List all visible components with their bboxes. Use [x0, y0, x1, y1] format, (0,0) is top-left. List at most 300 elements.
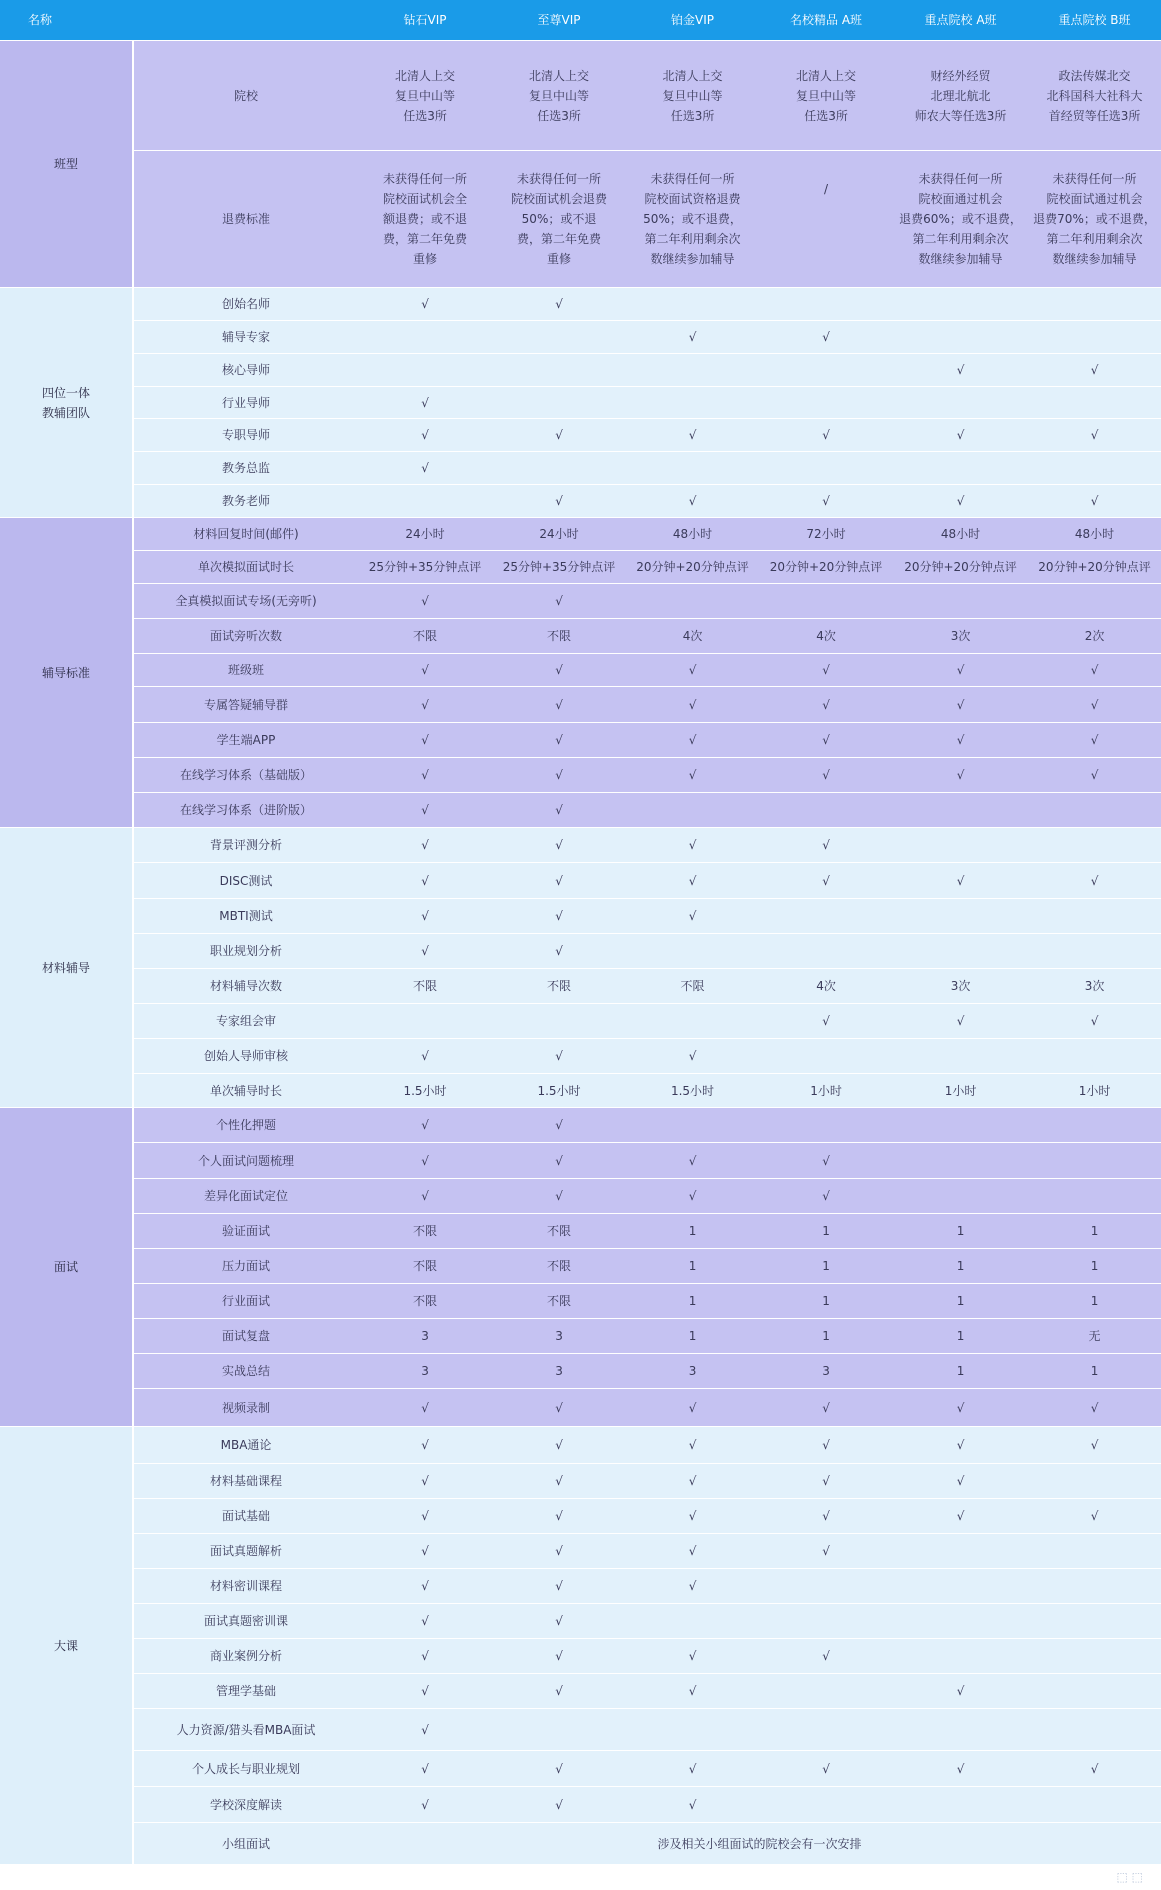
table-cell: √ [492, 899, 626, 934]
row-label: 个人成长与职业规划 [133, 1751, 358, 1787]
row-label: DISC测试 [133, 863, 358, 899]
table-cell: √ [492, 934, 626, 969]
table-cell [626, 1604, 759, 1639]
table-cell: √ [358, 387, 492, 419]
table-cell: √ [759, 485, 893, 518]
table-row [0, 1787, 1161, 1823]
table-cell [1028, 1534, 1161, 1569]
table-cell: 政法传媒北交 北科国科大社科大 首经贸等任选3所 [1028, 41, 1161, 151]
table-cell: 北清人上交 复旦中山等 任选3所 [626, 41, 759, 151]
table-cell: 不限 [358, 969, 492, 1004]
table-cell: √ [1028, 654, 1161, 687]
table-row [0, 1709, 1161, 1751]
table-cell: √ [358, 584, 492, 619]
table-cell: √ [1028, 1499, 1161, 1534]
table-cell [1028, 1787, 1161, 1823]
table-cell [893, 793, 1028, 828]
table-cell: √ [626, 1569, 759, 1604]
row-label: 管理学基础 [133, 1674, 358, 1709]
row-label: 行业面试 [133, 1284, 358, 1319]
table-cell: 1 [626, 1214, 759, 1249]
table-row [0, 1214, 1161, 1249]
row-label: 单次辅导时长 [133, 1074, 358, 1108]
table-cell: √ [492, 584, 626, 619]
table-cell [1028, 1464, 1161, 1499]
table-cell: 3 [358, 1354, 492, 1389]
table-cell: √ [893, 1751, 1028, 1787]
table-cell: 3次 [893, 619, 1028, 654]
table-cell [1028, 452, 1161, 485]
table-cell: √ [492, 1751, 626, 1787]
table-cell: √ [358, 1143, 492, 1179]
table-row [0, 619, 1161, 654]
table-cell: 48小时 [1028, 518, 1161, 551]
table-cell: 1小时 [893, 1074, 1028, 1108]
section-title: 材料辅导 [0, 828, 133, 1108]
table-cell [492, 1004, 626, 1039]
row-label: 材料密训课程 [133, 1569, 358, 1604]
table-row [0, 354, 1161, 387]
table-cell [893, 452, 1028, 485]
table-cell: √ [893, 687, 1028, 723]
table-row [0, 1354, 1161, 1389]
row-label: 教务总监 [133, 452, 358, 485]
table-row [0, 1534, 1161, 1569]
table-cell [626, 584, 759, 619]
table-cell: √ [893, 419, 1028, 452]
row-label: 核心导师 [133, 354, 358, 387]
table-row [0, 151, 1161, 288]
table-cell: √ [358, 1534, 492, 1569]
table-cell: √ [1028, 1389, 1161, 1427]
table-cell: √ [492, 1569, 626, 1604]
table-cell: 3次 [1028, 969, 1161, 1004]
header-name-label: 名称 [0, 0, 358, 41]
table-cell: 不限 [358, 1214, 492, 1249]
table-cell: √ [759, 1143, 893, 1179]
table-cell: 未获得任何一所 院校面试资格退费 50%；或不退费， 第二年利用剩余次 数继续参加辅导 [626, 151, 759, 288]
table-cell: √ [492, 1499, 626, 1534]
table-cell [358, 354, 492, 387]
table-cell: 不限 [358, 619, 492, 654]
table-cell: √ [358, 654, 492, 687]
table-cell: √ [492, 1427, 626, 1464]
table-cell: √ [492, 1787, 626, 1823]
table-cell: / [759, 151, 893, 288]
table-row [0, 1751, 1161, 1787]
table-cell: √ [492, 1674, 626, 1709]
table-cell: 1 [759, 1214, 893, 1249]
header-col-platinum-vip: 铂金VIP [626, 0, 759, 41]
table-cell [626, 1709, 759, 1751]
table-cell: √ [893, 1499, 1028, 1534]
header-col-diamond-vip: 钻石VIP [358, 0, 492, 41]
table-cell: √ [358, 1569, 492, 1604]
table-cell: √ [626, 654, 759, 687]
row-label: 材料基础课程 [133, 1464, 358, 1499]
row-label: 职业规划分析 [133, 934, 358, 969]
table-cell: 24小时 [492, 518, 626, 551]
table-row [0, 41, 1161, 151]
table-cell: √ [759, 723, 893, 758]
table-cell: 3 [626, 1354, 759, 1389]
table-cell: √ [626, 828, 759, 863]
table-cell [759, 354, 893, 387]
row-label: 面试旁听次数 [133, 619, 358, 654]
table-cell: √ [492, 1389, 626, 1427]
row-label: 全真模拟面试专场(无旁听) [133, 584, 358, 619]
header-col-elite-a: 名校精品 A班 [759, 0, 893, 41]
row-label: 人力资源/猎头看MBA面试 [133, 1709, 358, 1751]
row-label: 压力面试 [133, 1249, 358, 1284]
table-cell: 1 [893, 1319, 1028, 1354]
table-cell: √ [492, 793, 626, 828]
table-cell: 不限 [358, 1284, 492, 1319]
table-cell [893, 1569, 1028, 1604]
table-cell: 24小时 [358, 518, 492, 551]
table-row [0, 934, 1161, 969]
table-cell [1028, 1709, 1161, 1751]
table-cell: √ [626, 1464, 759, 1499]
table-cell: √ [759, 321, 893, 354]
table-cell: √ [626, 1143, 759, 1179]
row-label: 材料辅导次数 [133, 969, 358, 1004]
table-cell: √ [626, 1787, 759, 1823]
table-cell [759, 934, 893, 969]
table-cell [626, 354, 759, 387]
table-cell: 1 [626, 1249, 759, 1284]
table-cell: √ [893, 723, 1028, 758]
table-cell: √ [893, 758, 1028, 793]
table-row [0, 551, 1161, 584]
table-cell [1028, 1108, 1161, 1143]
table-cell: √ [626, 863, 759, 899]
table-cell [759, 1108, 893, 1143]
table-cell: 1 [893, 1354, 1028, 1389]
table-cell: √ [626, 1427, 759, 1464]
table-row [0, 485, 1161, 518]
table-cell: √ [893, 863, 1028, 899]
table-cell: √ [1028, 687, 1161, 723]
row-label: 在线学习体系（进阶版） [133, 793, 358, 828]
table-row [0, 1039, 1161, 1074]
table-cell: 未获得任何一所 院校面通过机会 退费60%；或不退费， 第二年利用剩余次 数继续参加辅导 [893, 151, 1028, 288]
table-cell: 1 [893, 1284, 1028, 1319]
span-note-cell: 涉及相关小组面试的院校会有一次安排 [358, 1823, 1161, 1865]
table-cell: √ [1028, 419, 1161, 452]
table-cell [893, 288, 1028, 321]
table-cell: 25分钟+35分钟点评 [358, 551, 492, 584]
table-row [0, 969, 1161, 1004]
table-cell: √ [759, 1464, 893, 1499]
table-cell: √ [893, 485, 1028, 518]
table-cell: √ [626, 1039, 759, 1074]
table-cell: 未获得任何一所 院校面试通过机会 退费70%；或不退费， 第二年利用剩余次 数继续参加辅导 [1028, 151, 1161, 288]
table-cell: √ [759, 1499, 893, 1534]
table-cell [893, 1534, 1028, 1569]
row-label: 教务老师 [133, 485, 358, 518]
row-label: 学生端APP [133, 723, 358, 758]
table-cell: √ [492, 288, 626, 321]
table-cell: 1 [893, 1249, 1028, 1284]
table-cell [492, 387, 626, 419]
table-row [0, 1464, 1161, 1499]
table-row [0, 1319, 1161, 1354]
row-label: 材料回复时间(邮件) [133, 518, 358, 551]
table-row [0, 1674, 1161, 1709]
table-cell: √ [893, 1464, 1028, 1499]
watermark: ⬚ ⬚ [1116, 1870, 1143, 1884]
row-label: 创始人导师审核 [133, 1039, 358, 1074]
table-cell: √ [492, 863, 626, 899]
table-cell [1028, 1674, 1161, 1709]
table-cell: √ [358, 899, 492, 934]
table-cell [893, 1709, 1028, 1751]
row-label: 个人面试问题梳理 [133, 1143, 358, 1179]
table-cell: √ [626, 1534, 759, 1569]
table-row [0, 1823, 1161, 1865]
table-cell: √ [1028, 1004, 1161, 1039]
table-cell: 北清人上交 复旦中山等 任选3所 [759, 41, 893, 151]
table-cell [626, 934, 759, 969]
table-row [0, 793, 1161, 828]
table-cell: √ [358, 1039, 492, 1074]
table-cell [1028, 288, 1161, 321]
table-cell: √ [893, 354, 1028, 387]
table-cell [626, 288, 759, 321]
table-cell [759, 288, 893, 321]
table-cell [492, 1709, 626, 1751]
row-label: 专属答疑辅导群 [133, 687, 358, 723]
header-col-key-b: 重点院校 B班 [1028, 0, 1161, 41]
table-cell [358, 485, 492, 518]
table-cell: √ [358, 1108, 492, 1143]
table-cell [626, 1108, 759, 1143]
row-label: 学校深度解读 [133, 1787, 358, 1823]
table-cell: √ [358, 828, 492, 863]
row-label: 面试基础 [133, 1499, 358, 1534]
row-label: 验证面试 [133, 1214, 358, 1249]
table-cell: 不限 [358, 1249, 492, 1284]
table-row [0, 584, 1161, 619]
table-cell [759, 899, 893, 934]
table-cell [1028, 1143, 1161, 1179]
table-cell: √ [626, 419, 759, 452]
table-cell: 1 [626, 1284, 759, 1319]
table-cell: √ [358, 419, 492, 452]
table-cell [1028, 1639, 1161, 1674]
table-row [0, 654, 1161, 687]
table-cell: 2次 [1028, 619, 1161, 654]
table-cell [358, 1004, 492, 1039]
table-body [0, 41, 1161, 1865]
table-row [0, 1249, 1161, 1284]
table-cell: √ [358, 452, 492, 485]
table-cell: 20分钟+20分钟点评 [759, 551, 893, 584]
table-cell: 1.5小时 [626, 1074, 759, 1108]
table-cell: √ [626, 899, 759, 934]
table-cell: √ [358, 1389, 492, 1427]
row-label: 辅导专家 [133, 321, 358, 354]
row-label: 视频录制 [133, 1389, 358, 1427]
table-cell [492, 321, 626, 354]
table-cell: 20分钟+20分钟点评 [893, 551, 1028, 584]
table-cell: √ [358, 1499, 492, 1534]
row-label: 背景评测分析 [133, 828, 358, 863]
table-cell [1028, 828, 1161, 863]
table-cell: √ [358, 934, 492, 969]
table-cell [893, 1639, 1028, 1674]
table-row [0, 419, 1161, 452]
table-cell [893, 934, 1028, 969]
table-cell: √ [492, 1039, 626, 1074]
table-cell: 3 [492, 1354, 626, 1389]
table-cell: √ [626, 1639, 759, 1674]
table-row [0, 687, 1161, 723]
row-label: 小组面试 [133, 1823, 358, 1865]
table-row [0, 288, 1161, 321]
table-cell: 1 [759, 1249, 893, 1284]
table-cell [1028, 899, 1161, 934]
table-cell: √ [492, 1179, 626, 1214]
row-label: 退费标准 [133, 151, 358, 288]
row-label: 面试复盘 [133, 1319, 358, 1354]
table-cell: √ [492, 1534, 626, 1569]
table-row [0, 723, 1161, 758]
table-cell: √ [759, 863, 893, 899]
table-cell: 未获得任何一所 院校面试机会全 额退费；或不退 费，第二年免费 重修 [358, 151, 492, 288]
table-cell: 20分钟+20分钟点评 [626, 551, 759, 584]
table-cell: √ [759, 1004, 893, 1039]
table-cell: 4次 [626, 619, 759, 654]
table-row [0, 1108, 1161, 1143]
table-cell: 不限 [492, 1249, 626, 1284]
table-cell: 不限 [492, 1284, 626, 1319]
table-cell: √ [759, 687, 893, 723]
table-cell: √ [492, 828, 626, 863]
table-cell: 20分钟+20分钟点评 [1028, 551, 1161, 584]
table-cell: √ [759, 1389, 893, 1427]
table-cell [1028, 1039, 1161, 1074]
table-cell [1028, 934, 1161, 969]
table-cell [626, 452, 759, 485]
table-cell [759, 1674, 893, 1709]
table-cell: √ [759, 1534, 893, 1569]
table-cell: 3 [759, 1354, 893, 1389]
table-row [0, 1389, 1161, 1427]
table-cell [1028, 321, 1161, 354]
table-cell: 未获得任何一所 院校面试机会退费 50%；或不退 费，第二年免费 重修 [492, 151, 626, 288]
table-cell [1028, 387, 1161, 419]
table-row [0, 1569, 1161, 1604]
table-row [0, 321, 1161, 354]
table-row [0, 452, 1161, 485]
table-cell [492, 354, 626, 387]
table-cell [1028, 1604, 1161, 1639]
table-cell: √ [759, 1751, 893, 1787]
table-cell: 不限 [492, 619, 626, 654]
table-row [0, 1427, 1161, 1464]
table-cell: √ [1028, 863, 1161, 899]
table-cell: √ [492, 758, 626, 793]
table-cell [1028, 584, 1161, 619]
table-cell [759, 1709, 893, 1751]
table-cell [893, 899, 1028, 934]
table-cell: 1 [1028, 1214, 1161, 1249]
table-cell: √ [492, 1639, 626, 1674]
table-cell: √ [893, 1389, 1028, 1427]
table-row [0, 1284, 1161, 1319]
table-row [0, 1143, 1161, 1179]
table-cell: √ [358, 687, 492, 723]
table-cell: 无 [1028, 1319, 1161, 1354]
table-cell [358, 321, 492, 354]
table-cell: 1小时 [759, 1074, 893, 1108]
header-row [0, 0, 1161, 41]
row-label: 个性化押题 [133, 1108, 358, 1143]
table-row [0, 1004, 1161, 1039]
table-cell: √ [626, 687, 759, 723]
table-cell: √ [626, 321, 759, 354]
table-cell: √ [759, 1639, 893, 1674]
table-cell: √ [358, 1639, 492, 1674]
table-cell [1028, 1179, 1161, 1214]
table-cell: 1 [893, 1214, 1028, 1249]
table-row [0, 1604, 1161, 1639]
table-cell: 北清人上交 复旦中山等 任选3所 [492, 41, 626, 151]
table-cell: 3 [492, 1319, 626, 1354]
table-cell: √ [492, 723, 626, 758]
table-cell: √ [1028, 1751, 1161, 1787]
table-cell: √ [626, 1674, 759, 1709]
table-cell: √ [759, 419, 893, 452]
table-cell: √ [1028, 354, 1161, 387]
table-cell: √ [626, 723, 759, 758]
table-cell: 1 [1028, 1249, 1161, 1284]
row-label: 行业导师 [133, 387, 358, 419]
table-cell: √ [626, 485, 759, 518]
row-label: 专职导师 [133, 419, 358, 452]
table-cell [893, 1179, 1028, 1214]
table-cell [626, 793, 759, 828]
table-cell: √ [626, 1179, 759, 1214]
section-title: 班型 [0, 41, 133, 288]
table-cell [626, 1004, 759, 1039]
table-cell [626, 387, 759, 419]
table-cell [893, 1108, 1028, 1143]
table-cell [1028, 1569, 1161, 1604]
table-cell: √ [1028, 1427, 1161, 1464]
row-label: 院校 [133, 41, 358, 151]
section-title: 辅导标准 [0, 518, 133, 828]
table-cell: 1.5小时 [492, 1074, 626, 1108]
row-label: 差异化面试定位 [133, 1179, 358, 1214]
table-cell: √ [893, 1427, 1028, 1464]
table-row [0, 1499, 1161, 1534]
table-cell: 财经外经贸 北理北航北 师农大等任选3所 [893, 41, 1028, 151]
table-cell [759, 1604, 893, 1639]
table-cell: √ [492, 1604, 626, 1639]
table-row [0, 899, 1161, 934]
table-cell [759, 1787, 893, 1823]
table-cell: 25分钟+35分钟点评 [492, 551, 626, 584]
table-cell: 3 [358, 1319, 492, 1354]
table-cell: √ [358, 1674, 492, 1709]
row-label: 班级班 [133, 654, 358, 687]
row-label: 专家组会审 [133, 1004, 358, 1039]
table-cell [893, 1143, 1028, 1179]
row-label: 面试真题解析 [133, 1534, 358, 1569]
